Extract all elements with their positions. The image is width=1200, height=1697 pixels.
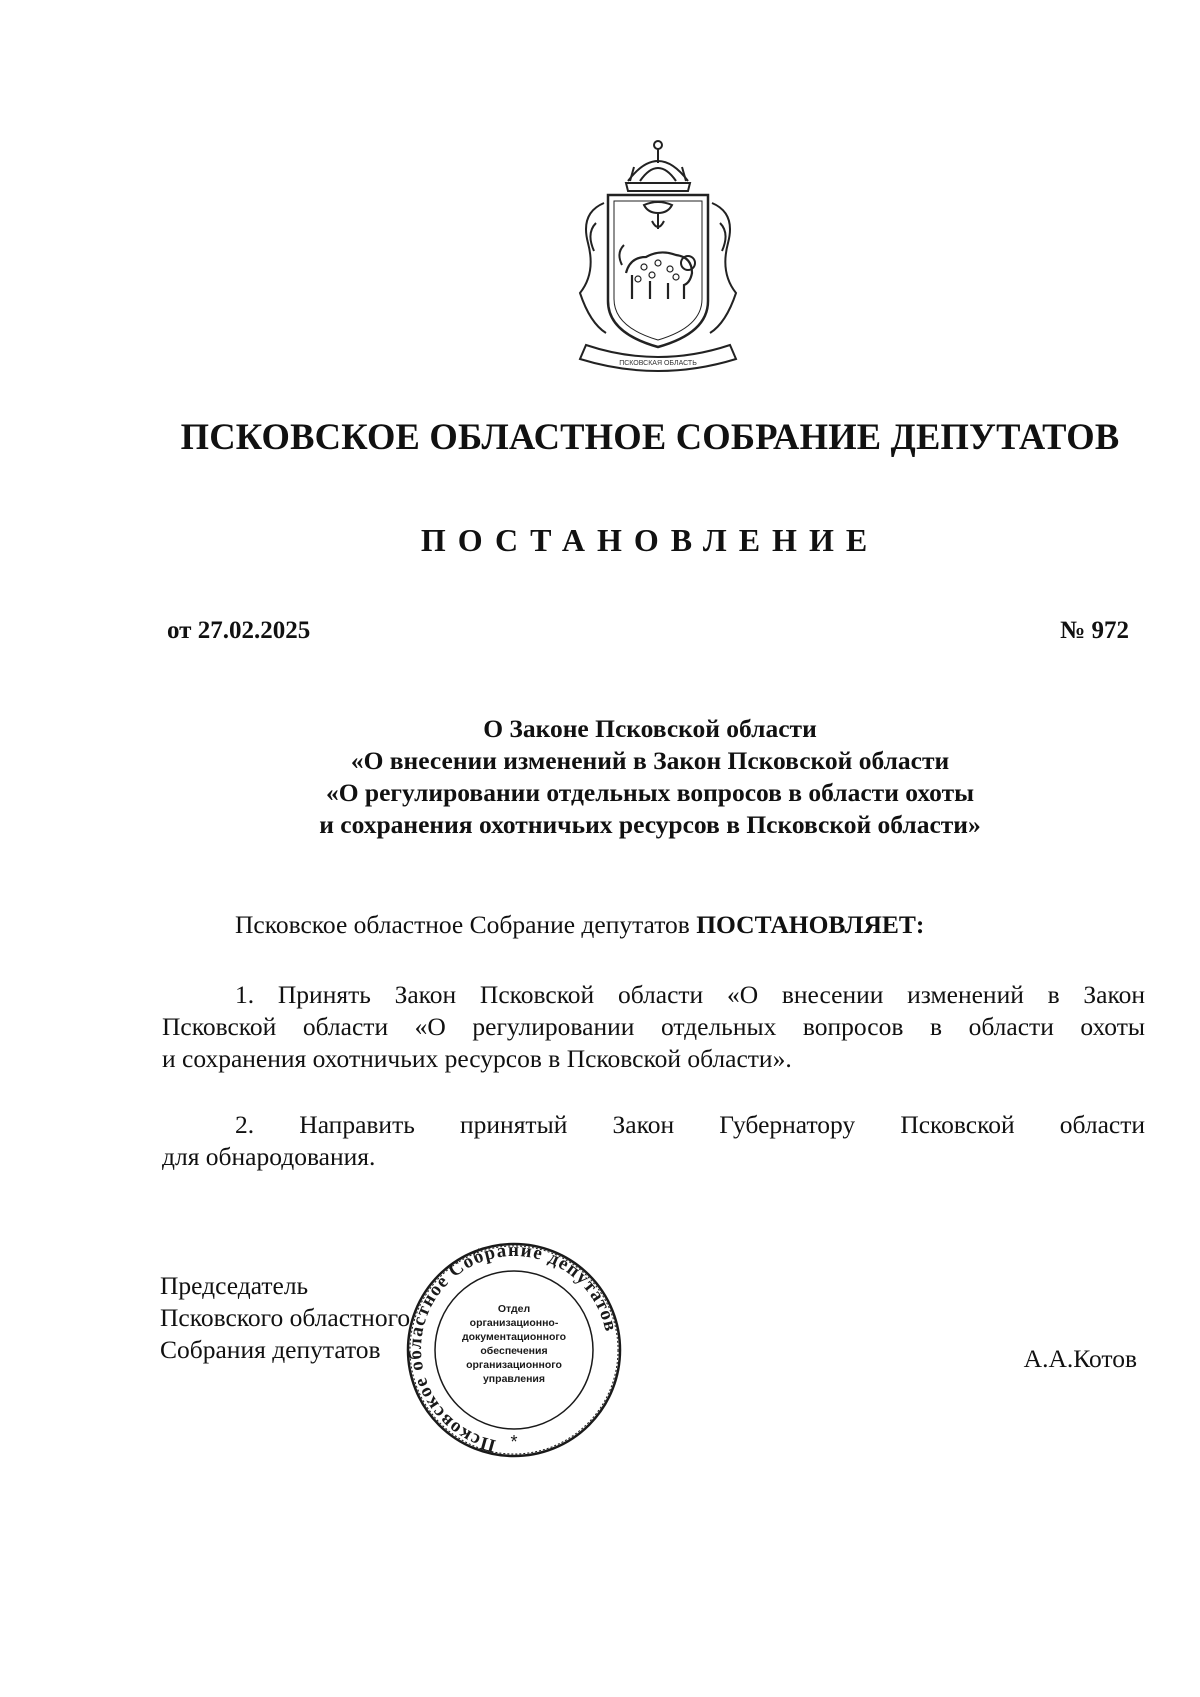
preamble-decision: ПОСТАНОВЛЯЕТ: [696, 910, 925, 939]
paragraph-1 [162, 979, 1145, 1075]
document-number: № 972 [1060, 617, 1129, 644]
subject-line: «О регулировании отдельных вопросов в области охоты [325, 778, 975, 807]
preamble [235, 910, 924, 940]
coat-of-arms-emblem [560, 133, 756, 385]
seal-inner-line: управления [482, 1373, 546, 1385]
seal-inner-line: организационно- [469, 1317, 559, 1329]
paragraph-line: и сохранения охотничьих ресурсов в Псковской области». [162, 1044, 792, 1073]
preamble-text: Псковское областное Собрание депутатов [235, 910, 690, 939]
paragraph-2 [162, 1109, 1145, 1173]
seal-inner-line: обеспечения [480, 1345, 548, 1357]
paragraph-line: 2. Направить принятый Закон Губернатору Псковской области [235, 1110, 1145, 1139]
paragraph-line: для обнародования. [162, 1142, 376, 1171]
seal-inner-line: организационного [466, 1359, 562, 1371]
subject-line: «О внесении изменений в Закон Псковской области [350, 746, 950, 775]
paragraph-line: Псковской области «О регулировании отдельных вопросов в области охоты [162, 1012, 1145, 1041]
seal-inner-line: Отдел [497, 1303, 531, 1315]
organization-title: ПСКОВСКОЕ ОБЛАСТНОЕ СОБРАНИЕ ДЕПУТАТОВ [180, 416, 1120, 457]
paragraph-line: 1. Принять Закон Псковской области «О внесении изменений в Закон [235, 980, 1145, 1009]
document-subject [180, 713, 1120, 841]
subject-line: и сохранения охотничьих ресурсов в Псковской области» [319, 810, 981, 839]
signatory-position-line: Собрания депутатов [160, 1335, 381, 1364]
seal-inner-line: документационного [461, 1331, 567, 1343]
signatory-position [160, 1270, 410, 1366]
signatory-position-line: Председатель [160, 1271, 309, 1300]
signatory-position-line: Псковского областного [160, 1303, 411, 1332]
document-type-title: ПОСТАНОВЛЕНИЕ [420, 522, 880, 558]
official-seal-stamp [405, 1240, 623, 1460]
emblem-ribbon-text: ПСКОВСКАЯ ОБЛАСТЬ [619, 360, 697, 367]
document-date: от 27.02.2025 [167, 617, 311, 644]
seal-outer-text: Псковское областное Собрание депутатов [405, 1240, 622, 1457]
subject-line: О Законе Псковской области [483, 714, 817, 743]
seal-star: * [510, 1432, 518, 1452]
signatory-name: А.А.Котов [1023, 1344, 1137, 1373]
